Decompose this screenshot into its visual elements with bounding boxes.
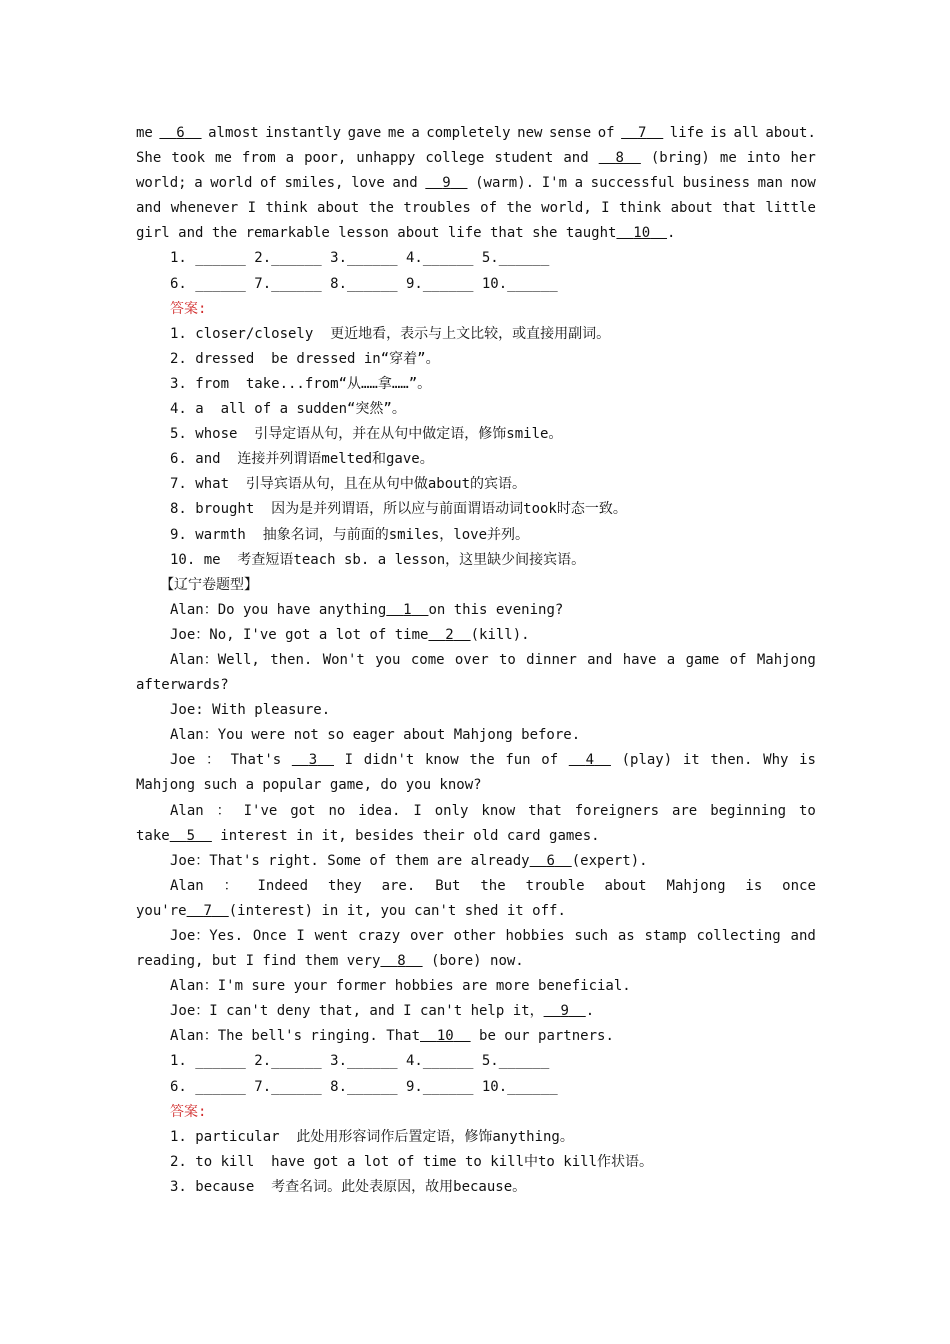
blank-6: 6 — [176, 125, 185, 141]
passage-line-2: She took me from a poor, unhappy college student and 8 (bring) me into her — [136, 146, 816, 171]
answer-item: 9. warmth 抽象名词，与前面的smiles，love并列。 — [170, 526, 530, 543]
dialogue-line: Alan：I'm sure your former hobbies are more beneficial. — [170, 978, 631, 995]
dialogue-line: Alan：You were not so eager about Mahjong before. — [170, 727, 581, 744]
dialogue-line: you're 7 (interest) in it, you can't shed it off. — [136, 902, 566, 919]
dialogue-line: Alan：The bell's ringing. That 10 be our partners. — [170, 1028, 614, 1045]
dialogue-line: Joe：I can't deny that, and I can't help it， 9 . — [170, 1003, 595, 1020]
passage-line-1: me 6 almost instantly gave me a completely new sense of 7 life is all about. — [136, 121, 816, 146]
answer-item: 8. brought 因为是并列谓语，所以应与前面谓语动词took时态一致。 — [170, 501, 627, 518]
blank-5: 5 — [186, 827, 196, 844]
dialogue-line: Alan ： Indeed they are. But the trouble about Mahjong is once — [170, 877, 816, 894]
answer-item: 3. from take...from“从……拿……”。 — [170, 375, 432, 392]
answer-item: 7. what 引导宾语从句，且在从句中做about的宾语。 — [170, 476, 527, 493]
answer-item: 1. particular 此处用形容词作后置定语，修饰anything。 — [170, 1128, 574, 1145]
blank-3: 3 — [308, 752, 318, 769]
blank-4: 4 — [585, 752, 595, 769]
blanks-row-1: 1. ______ 2.______ 3.______ 4.______ 5.______ — [170, 250, 550, 267]
answer-item: 6. and 连接并列谓语melted和gave。 — [170, 451, 434, 468]
dialogue-line: Joe ： That's 3 I didn't know the fun of 4 (play) it then. Why is — [136, 748, 816, 773]
dialogue-line: Alan：Well, then. Won't you come over to dinner and have a game of Mahjong — [170, 651, 816, 668]
dialogue-line: Joe：Yes. Once I went crazy over other hobbies such as stamp collecting and — [170, 928, 816, 944]
dialogue-line: Joe：That's right. Some of them are already 6 (expert). — [170, 852, 648, 869]
answer-item: 4. a all of a sudden“突然”。 — [170, 401, 406, 418]
dialogue-line: Joe：No, I've got a lot of time 2 (kill). — [170, 626, 530, 643]
answer-item: 2. to kill have got a lot of time to kill中to kill作状语。 — [170, 1153, 654, 1170]
blanks-row-2: 6. ______ 7.______ 8.______ 9.______ 10.______ — [170, 275, 558, 292]
blanks-row-1: 1. ______ 2.______ 3.______ 4.______ 5.______ — [170, 1053, 550, 1070]
blank-8: 8 — [615, 150, 624, 167]
answer-label: 答案: — [170, 1103, 207, 1120]
dialogue-line: Mahjong such a popular game, do you know? — [136, 777, 482, 794]
dialogue-line: reading, but I find them very 8 (bore) now. — [136, 953, 524, 970]
dialogue-line: Joe: With pleasure. — [170, 702, 331, 719]
passage-line-4: and whenever I think about the troubles of the world, I think about that little — [136, 200, 816, 217]
dialogue-line: afterwards? — [136, 677, 229, 694]
blank-9: 9 — [560, 1003, 569, 1020]
passage-line-5: girl and the remarkable lesson about life that she taught 10 . — [136, 225, 676, 242]
passage-line-3: world; a world of smiles, love and 9 (warm). I'm a successful business man now — [136, 171, 816, 196]
blank-7: 7 — [203, 902, 212, 919]
blank-7: 7 — [637, 125, 647, 141]
blank-6: 6 — [546, 852, 555, 869]
blank-10: 10 — [633, 225, 651, 242]
section-title: 【辽宁卷题型】 — [160, 576, 258, 593]
document-page — [136, 121, 816, 1200]
dialogue-line: Alan：Do you have anything 1 on this evening? — [170, 601, 564, 618]
dialogue-line: Alan ： I've got no idea. I only know that foreigners are beginning to — [170, 802, 816, 819]
blanks-row-2: 6. ______ 7.______ 8.______ 9.______ 10.______ — [170, 1078, 558, 1095]
answer-item: 3. because 考查名词。此处表原因，故用because。 — [170, 1178, 527, 1195]
blank-8: 8 — [397, 953, 406, 970]
blank-10: 10 — [436, 1028, 454, 1045]
blank-9: 9 — [442, 175, 451, 192]
blank-1: 1 — [403, 601, 412, 618]
answer-item: 2. dressed be dressed in“穿着”。 — [170, 350, 440, 367]
answer-label: 答案: — [170, 300, 207, 317]
dialogue-line: take 5 interest in it, besides their old card games. — [136, 827, 600, 844]
answer-item: 10. me 考查短语teach sb. a lesson，这里缺少间接宾语。 — [170, 551, 586, 568]
answer-item: 1. closer/closely 更近地看，表示与上文比较，或直接用副词。 — [170, 325, 611, 342]
answer-item: 5. whose 引导定语从句，并在从句中做定语，修饰smile。 — [170, 426, 563, 443]
blank-2: 2 — [445, 626, 454, 643]
